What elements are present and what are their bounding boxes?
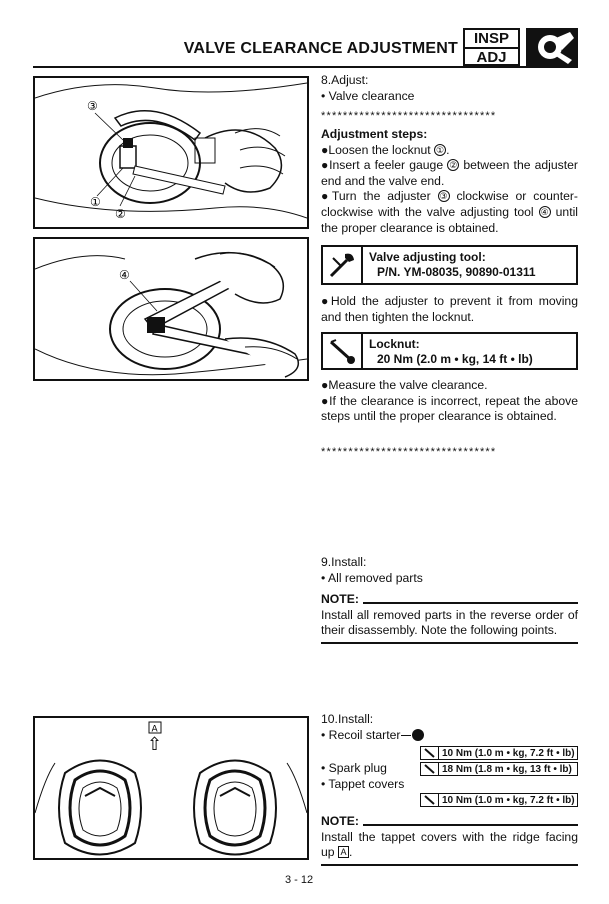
valve-tool-box bbox=[321, 245, 578, 285]
step10-note bbox=[321, 814, 578, 866]
adjustment-steps-heading: Adjustment steps: bbox=[321, 127, 428, 141]
step8-heading: 8.Adjust: bbox=[321, 73, 369, 87]
step10-item-tappet: • Tappet covers bbox=[321, 777, 405, 791]
torque-tappet-covers: 10 Nm (1.0 m • kg, 7.2 ft • lb) bbox=[420, 793, 578, 807]
insp-adj-badge bbox=[463, 28, 520, 66]
ref-feeler-gauge: ② bbox=[449, 160, 458, 171]
ref-locknut: ① bbox=[436, 144, 445, 155]
wrench-gauge-icon bbox=[526, 28, 578, 66]
step-loosen-locknut: ●Loosen the locknut ① . bbox=[321, 142, 450, 157]
final-steps bbox=[321, 378, 578, 425]
figure-adjusting-tool bbox=[33, 237, 309, 381]
fig3-label-a: A bbox=[151, 724, 158, 735]
step10-note-header: NOTE: bbox=[321, 814, 578, 830]
ref-tool: ④ bbox=[540, 206, 549, 217]
step9-item: • All removed parts bbox=[321, 570, 423, 585]
separator-stars-bottom: ******************************** bbox=[321, 446, 497, 458]
torque-wrench-icon bbox=[421, 763, 439, 775]
step-insert-feeler: ●Insert a feeler gauge ② between the adjuster end and the valve end. bbox=[321, 158, 578, 188]
torque-wrench-icon bbox=[421, 794, 439, 806]
step10-note-text: Install the tappet covers with the ridge facing up A . bbox=[321, 829, 578, 860]
step10-item-spark: • Spark plug bbox=[321, 761, 387, 775]
step9 bbox=[321, 555, 578, 644]
step9-note-text: Install all removed parts in the reverse order of their disassembly. Note the following points. bbox=[321, 607, 578, 638]
step10-note-end-rule bbox=[321, 864, 578, 866]
fig1-label-feeler: ② bbox=[115, 207, 126, 221]
step8-intro bbox=[321, 73, 578, 104]
fig1-label-locknut: ① bbox=[90, 195, 101, 209]
tool-icon bbox=[323, 247, 363, 283]
locking-agent-icon bbox=[412, 729, 424, 741]
fig3-arrow-up-icon: ⇧ bbox=[147, 734, 163, 755]
torque-wrench-icon bbox=[421, 747, 439, 759]
step10-heading: 10.Install: bbox=[321, 712, 374, 726]
step-repeat: ●If the clearance is incorrect, repeat the above steps until the proper clearance is obtained. bbox=[321, 393, 578, 424]
figure-tappet-covers bbox=[33, 716, 309, 860]
ref-a: A bbox=[338, 846, 349, 858]
torque-spark-plug: 18 Nm (1.8 m • kg, 13 ft • lb) bbox=[420, 762, 578, 776]
page-number: 3 - 12 bbox=[285, 874, 314, 886]
tool-part-number: P/N. YM-08035, 90890-01311 bbox=[377, 265, 536, 279]
step9-note-header: NOTE: bbox=[321, 592, 578, 608]
step10-item-recoil: • Recoil starter bbox=[321, 728, 578, 744]
step9-note-end-rule bbox=[321, 642, 578, 644]
step8-item: • Valve clearance bbox=[321, 88, 415, 103]
figure-locknut-feeler bbox=[33, 76, 309, 229]
step-measure: ●Measure the valve clearance. bbox=[321, 378, 488, 392]
fig1-label-adjuster: ③ bbox=[87, 99, 98, 113]
ref-adjuster: ③ bbox=[439, 191, 448, 202]
tappet-cover-left bbox=[59, 761, 141, 855]
step9-heading: 9.Install: bbox=[321, 555, 367, 569]
badge-bottom: ADJ bbox=[465, 47, 518, 66]
torque-recoil: 10 Nm (1.0 m • kg, 7.2 ft • lb) bbox=[420, 746, 578, 760]
step-hold-adjuster: ●Hold the adjuster to prevent it from moving and then tighten the locknut. bbox=[321, 294, 578, 324]
tool-title: Valve adjusting tool: bbox=[369, 250, 486, 264]
header-rule bbox=[33, 66, 578, 68]
locknut-torque-box bbox=[321, 332, 578, 370]
adjustment-steps bbox=[321, 127, 578, 236]
step10 bbox=[321, 712, 578, 743]
separator-stars-top: ******************************** bbox=[321, 110, 497, 122]
torque-wrench-icon bbox=[323, 334, 363, 368]
locknut-title: Locknut: bbox=[369, 337, 420, 351]
badge-top: INSP bbox=[473, 30, 509, 47]
page-title: VALVE CLEARANCE ADJUSTMENT bbox=[183, 40, 458, 57]
tappet-cover-right bbox=[194, 761, 276, 855]
locknut-torque-value: 20 Nm (2.0 m • kg, 14 ft • lb) bbox=[377, 352, 533, 366]
step-turn-adjuster: ●Turn the adjuster ③ clockwise or counter-clockwise with the valve adjusting tool ④ until the proper clearance is obtained. bbox=[321, 189, 578, 235]
fig2-label-tool: ④ bbox=[119, 268, 130, 282]
